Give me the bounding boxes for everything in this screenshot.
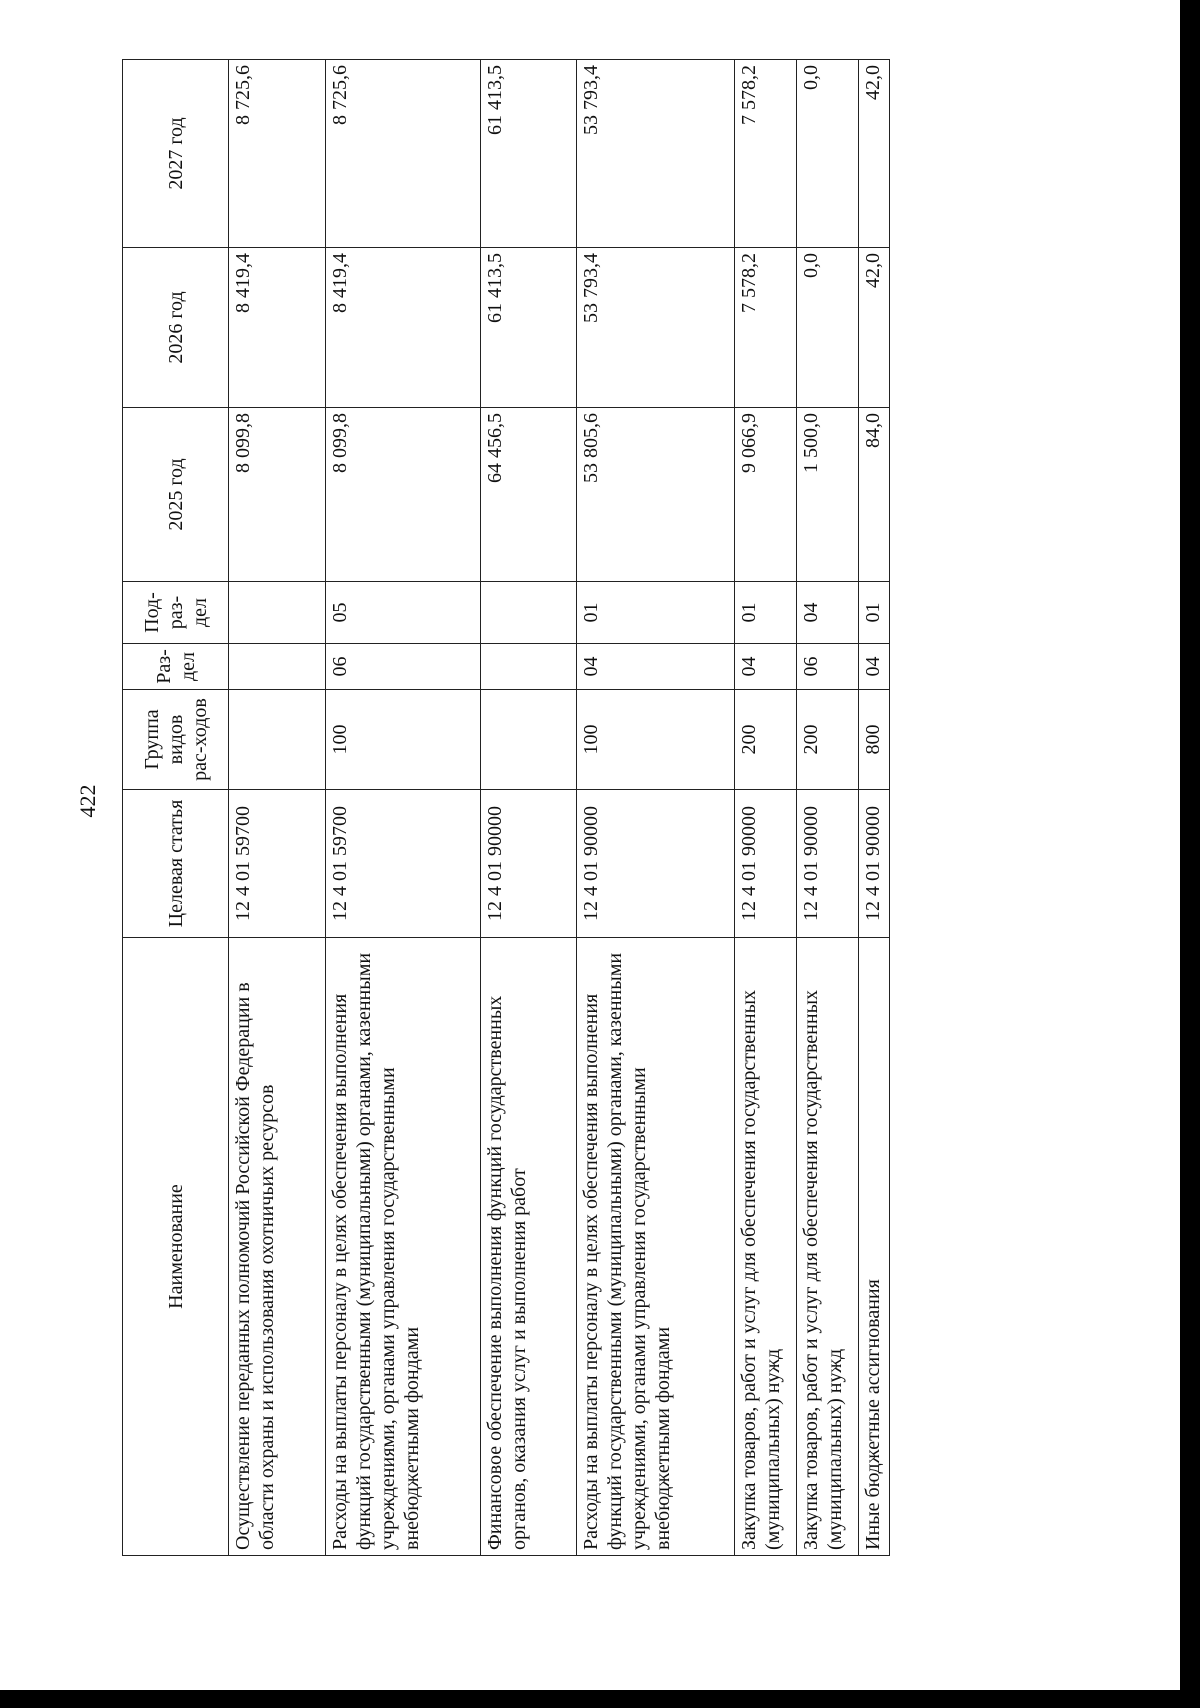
cell-target: 12 4 01 59700 xyxy=(326,790,481,938)
cell-group: 200 xyxy=(735,690,797,790)
cell-group: 200 xyxy=(797,690,859,790)
cell-2026: 42,0 xyxy=(858,248,889,408)
table-row xyxy=(735,60,797,1556)
cell-group: 100 xyxy=(577,690,735,790)
cell-name: Осуществление переданных полномочий Российской Федерации в области охраны и использования охотничьих ресурсов xyxy=(229,938,326,1556)
cell-target: 12 4 01 90000 xyxy=(577,790,735,938)
cell-2025: 9 066,9 xyxy=(735,408,797,582)
cell-section: 06 xyxy=(326,644,481,690)
cell-2026: 8 419,4 xyxy=(229,248,326,408)
cell-subsection: 01 xyxy=(735,582,797,644)
cell-name: Закупка товаров, работ и услуг для обеспечения государственных (муниципальных) нужд xyxy=(797,938,859,1556)
cell-group: 100 xyxy=(326,690,481,790)
cell-2025: 64 456,5 xyxy=(481,408,577,582)
cell-2027: 42,0 xyxy=(858,60,889,248)
cell-2025: 8 099,8 xyxy=(229,408,326,582)
cell-section: 04 xyxy=(577,644,735,690)
scan-edge-right xyxy=(1180,0,1200,1708)
table-row xyxy=(577,60,735,1556)
header-group: Группа видов рас-ходов xyxy=(123,690,229,790)
cell-2026: 53 793,4 xyxy=(577,248,735,408)
cell-name: Расходы на выплаты персоналу в целях обеспечения выполнения функций государственными (муниципальными) органами, казенными учреждениями, органами управления государственными внебюджетными фондами xyxy=(326,938,481,1556)
cell-section: 04 xyxy=(858,644,889,690)
cell-name: Иные бюджетные ассигнования xyxy=(858,938,889,1556)
cell-2026: 61 413,5 xyxy=(481,248,577,408)
cell-2027: 0,0 xyxy=(797,60,859,248)
cell-subsection: 04 xyxy=(797,582,859,644)
cell-section xyxy=(481,644,577,690)
cell-name: Расходы на выплаты персоналу в целях обеспечения выполнения функций государственными (муниципальными) органами, казенными учреждениями, органами управления государственными внебюджетными фондами xyxy=(577,938,735,1556)
cell-group xyxy=(229,690,326,790)
budget-table xyxy=(122,59,890,1556)
cell-2025: 1 500,0 xyxy=(797,408,859,582)
cell-target: 12 4 01 59700 xyxy=(229,790,326,938)
cell-2027: 61 413,5 xyxy=(481,60,577,248)
cell-section: 06 xyxy=(797,644,859,690)
header-2025: 2025 год xyxy=(123,408,229,582)
cell-target: 12 4 01 90000 xyxy=(481,790,577,938)
header-section: Раз-дел xyxy=(123,644,229,690)
cell-2026: 8 419,4 xyxy=(326,248,481,408)
cell-name: Закупка товаров, работ и услуг для обеспечения государственных (муниципальных) нужд xyxy=(735,938,797,1556)
cell-subsection: 01 xyxy=(858,582,889,644)
cell-2025: 8 099,8 xyxy=(326,408,481,582)
cell-target: 12 4 01 90000 xyxy=(735,790,797,938)
cell-2026: 7 578,2 xyxy=(735,248,797,408)
cell-group xyxy=(481,690,577,790)
cell-subsection xyxy=(481,582,577,644)
header-name: Наименование xyxy=(123,938,229,1556)
cell-2027: 8 725,6 xyxy=(326,60,481,248)
cell-2025: 84,0 xyxy=(858,408,889,582)
cell-2025: 53 805,6 xyxy=(577,408,735,582)
header-subsection: Под-раз-дел xyxy=(123,582,229,644)
cell-2027: 7 578,2 xyxy=(735,60,797,248)
table-row xyxy=(229,60,326,1556)
cell-target: 12 4 01 90000 xyxy=(858,790,889,938)
cell-name: Финансовое обеспечение выполнения функций государственных органов, оказания услуг и выполнения работ xyxy=(481,938,577,1556)
scan-edge-bottom xyxy=(0,1690,1200,1708)
header-2026: 2026 год xyxy=(123,248,229,408)
cell-group: 800 xyxy=(858,690,889,790)
cell-subsection: 05 xyxy=(326,582,481,644)
table-row xyxy=(481,60,577,1556)
cell-subsection xyxy=(229,582,326,644)
table-row xyxy=(326,60,481,1556)
cell-2027: 53 793,4 xyxy=(577,60,735,248)
cell-target: 12 4 01 90000 xyxy=(797,790,859,938)
table-row xyxy=(858,60,889,1556)
cell-section: 04 xyxy=(735,644,797,690)
cell-subsection: 01 xyxy=(577,582,735,644)
cell-2027: 8 725,6 xyxy=(229,60,326,248)
cell-2026: 0,0 xyxy=(797,248,859,408)
header-target: Целевая статья xyxy=(123,790,229,938)
header-2027: 2027 год xyxy=(123,60,229,248)
cell-section xyxy=(229,644,326,690)
budget-table-rotated xyxy=(122,60,890,1556)
table-row xyxy=(797,60,859,1556)
header-row xyxy=(123,60,229,1556)
page-number: 422 xyxy=(75,784,100,818)
